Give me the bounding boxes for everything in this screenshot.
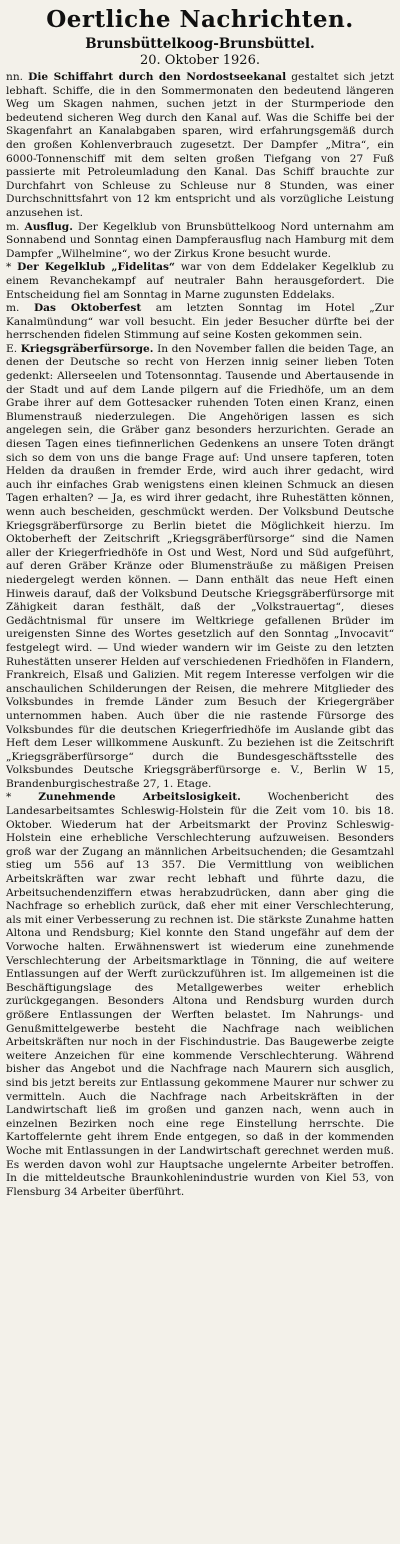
- article-heading: Kriegsgräberfürsorge.: [20, 342, 154, 355]
- article-oktoberfest: [6, 302, 394, 343]
- article-prefix: E.: [6, 342, 18, 355]
- article-heading: Die Schiffahrt durch den Nordostseekanal: [28, 71, 287, 83]
- article-prefix: m.: [6, 220, 20, 233]
- section-subtitle: Brunsbüttelkoog-Brunsbüttel.: [85, 36, 315, 52]
- article-prefix: *: [6, 261, 12, 274]
- article-body: gestaltet sich jetzt lebhaft. Schiffe, die in den Sommermonaten den bedeutend längeren Weg um Skagen nahmen, suchen jetzt in der Sturmperiode den bedeutend sicheren Weg durch den Kanal auf. Was die Schiffe bei der Skagenfahrt an Kanalabgaben sparen, wird erfahrungsgemäß durch den großen Kohlenverbrauch zugesetzt. Der Dampfer „Mitra“, ein 6000-Tonnenschiff mit dem selten großen Tiefgang von 27 Fuß passierte mit Petroleumladung den Kanal. Das Schiff brauchte zur Durchfahrt von Schleuse zu Schleuse nur 8 Stunden, was einer Durchschnittsfahrt von 12 km entspricht und als vorzügliche Leistung anzusehen ist.: [6, 71, 394, 219]
- article-body: Wochenbericht des Landesarbeitsamtes Schleswig-Holstein für die Zeit vom 10. bis 18. Oktober. Wiederum hat der Arbeitsmarkt der Provinz Schleswig-Holstein eine erhebliche Verschlechterung aufzuweisen. Besonders groß war der Zugang an männlichen Arbeitsuchenden; die Gesamtzahl stieg um 556 auf 13 357. Die Vermittlung von weiblichen Arbeitskräften war zwar recht lebhaft und führte dazu, die Arbeitsuchendenziffern etwas herabzudrücken, dann aber ging die Nachfrage so erheblich zurück, daß eher mit einer Verschlechterung, als mit einer Verbesserung zu rechnen ist. Die stärkste Zunahme hatten Altona und Rendsburg; Kiel konnte den Stand ungefähr auf dem der Vorwoche halten. Erwähnenswert ist wiederum eine zunehmende Verschlechterung der Arbeitsmarktlage in Tönning, die auf weitere Entlassungen auf der Werft zurückzuführen ist. Im allgemeinen ist die Beschäftigungslage des Metallgewerbes weiter erheblich zurückgegangen. Besonders Altona und Rendsburg wurden durch größere Entlassungen der Werften belastet. Im Nahrungs- und Genußmittelgewerbe besteht die Nachfrage nach weiblichen Arbeitskräften nur noch in der Fischindustrie. Das Baugewerbe zeigte weitere Anzeichen für eine kommende Verschlechterung. Während bisher das Angebot und die Nachfrage nach Maurern sich ausglich, sind bis jetzt bereits zur Entlassung gekommene Maurer nur schwer zu vermitteln. Auch die Nachfrage nach Arbeitskräften in der Landwirtschaft ließ im großen und ganzen nach, wenn auch in einzelnen Bezirken noch eine rege Einstellung herrschte. Die Kartoffelernte geht ihrem Ende entgegen, so daß in der kommenden Woche mit Entlassungen in der Landwirtschaft gerechnet werden muß. Es werden davon wohl zur Hauptsache ungelernte Arbeiter betroffen. In die mitteldeutsche Braunkohlenindustrie wurden von Kiel 53, von Flensburg 34 Arbeiter überführt.: [6, 791, 394, 1198]
- article-ausflug: [6, 221, 394, 262]
- article-prefix: m.: [6, 302, 20, 315]
- article-kanal: [6, 71, 394, 221]
- masthead: [6, 6, 394, 69]
- article-body: Der Kegelklub von Brunsbüttelkoog Nord unternahm am Sonnabend und Sonntag einen Dampferausflug nach Hamburg mit dem Dampfer „Wilhelmine“, wo der Zirkus Krone besucht wurde.: [6, 220, 395, 260]
- article-heading: Der Kegelklub „Fidelitas“: [17, 261, 176, 274]
- article-prefix: nn.: [6, 71, 24, 83]
- article-heading: Ausflug.: [24, 220, 73, 233]
- article-kegelklub: [6, 261, 394, 302]
- article-body: In den November fallen die beiden Tage, an denen der Deutsche so recht von Herzen innig seiner lieben Toten gedenkt: Allerseelen und Totensonntag. Tausende und Abertausende in der Stadt und auf dem Lande pilgern auf die Friedhöfe, um an dem Grabe ihrer auf dem Gottesacker ruhenden Toten einen Kranz, einen Blumenstrauß niederzulegen. Die Angehörigen lassen es sich angelegen sein, die Gräber ganz besonders herzurichten. Gerade an diesen Tagen eines tiefinnerlichen Gedenkens an unsere Toten drängt sich so dem von uns die bange Frage auf: Und unsere tapferen, toten Helden da draußen in fremder Erde, wird auch ihrer gedacht, wird auch ihr einfaches Grab wenigstens einen kleinen Schmuck an diesen Tagen erhalten? — Ja, es wird ihrer gedacht, ihre Ruhestätten können, wenn auch bescheiden, geschmückt werden. Der Volksbund Deutsche Kriegsgräberfürsorge zu Berlin bietet die Möglichkeit hierzu. Im Oktoberheft der Zeitschrift „Kriegsgräberfürsorge“ sind die Namen aller der Kriegerfriedhöfe in Ost und West, Nord und Süd aufgeführt, auf deren Gräber Kränze oder Blumensträuße zu mäßigen Preisen niedergelegt werden können. — Dann enthält das neue Heft einen Hinweis darauf, daß der Volksbund Deutsche Kriegsgräberfürsorge mit Zähigkeit daran festhält, daß der „Volkstrauertag“, dieses Gedächtnismal für unsere im Weltkriege gefallenen Brüder im ureigensten Sinne des Wortes gesetzlich auf den Sonntag „Invocavit“ festgelegt wird. — Und wieder wandern wir im Geiste zu den letzten Ruhestätten unserer Helden auf verschiedenen Friedhöfen in Flandern, Frankreich, Elsaß und Galizien. Mit regem Interesse verfolgen wir die anschaulichen Schilderungen der Reisen, die mehrere Mitglieder des Volksbundes in fremde Länder zum Besuch der Kriegergräber unternommen haben. Auch über die nie rastende Fürsorge des Volksbundes für die deutschen Kriegerfriedhöfe im Auslande gibt das Heft dem Leser willkommene Auskunft. Zu beziehen ist die Zeitschrift „Kriegsgräberfürsorge“ durch die Bundesgeschäftsstelle des Volksbundes Deutsche Kriegsgräberfürsorge e. V., Berlin W 15, Brandenburgischestraße 27, 1. Etage.: [6, 342, 394, 790]
- section-title: Oertliche Nachrichten.: [46, 6, 354, 33]
- article-heading: Das Oktoberfest: [33, 302, 142, 315]
- dateline: 20. Oktober 1926.: [140, 53, 260, 68]
- article-body: war von dem Eddelaker Kegelklub zu einem Revanchekampf auf neutraler Bahn herausgefordert. Die Entscheidung fiel am Sonntag in Marne zugunsten Eddelaks.: [6, 261, 395, 301]
- article-body: am letzten Sonntag im Hotel „Zur Kanalmündung“ war voll besucht. Ein jeder Besucher dürfte bei der herrschenden fidelen Stimmung auf seine Kosten gekommen sein.: [6, 302, 394, 342]
- article-prefix: *: [6, 791, 12, 804]
- article-kriegsgraeberfuersorge: [6, 343, 394, 792]
- article-heading: Zunehmende Arbeitslosigkeit.: [38, 791, 241, 804]
- article-arbeitslosigkeit: [6, 791, 394, 1199]
